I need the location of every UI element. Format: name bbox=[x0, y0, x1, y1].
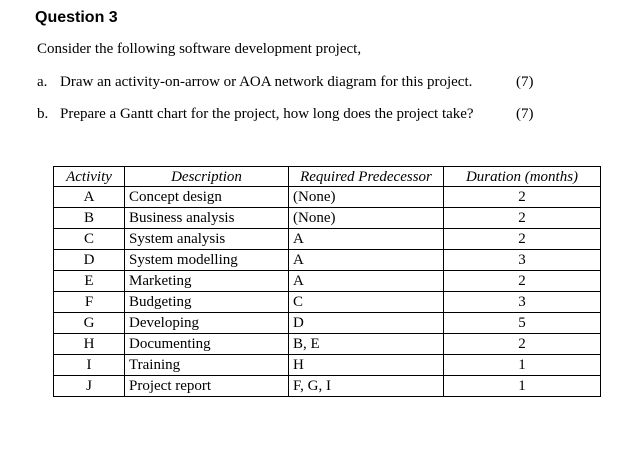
table-row bbox=[54, 208, 601, 229]
cell-activity: E bbox=[54, 271, 125, 292]
cell-activity: D bbox=[54, 250, 125, 271]
cell-predecessor: (None) bbox=[289, 208, 444, 229]
cell-duration: 3 bbox=[444, 250, 601, 271]
cell-description: System modelling bbox=[125, 250, 289, 271]
project-activities-table bbox=[53, 166, 601, 397]
cell-activity: H bbox=[54, 334, 125, 355]
table-row bbox=[54, 313, 601, 334]
header-activity: Activity bbox=[54, 167, 125, 187]
cell-description: Documenting bbox=[125, 334, 289, 355]
question-item-a bbox=[37, 73, 472, 92]
cell-activity: I bbox=[54, 355, 125, 376]
cell-predecessor: A bbox=[289, 229, 444, 250]
table-row bbox=[54, 187, 601, 208]
table-header-row bbox=[54, 167, 601, 187]
table-row bbox=[54, 376, 601, 397]
cell-activity: A bbox=[54, 187, 125, 208]
table-row bbox=[54, 271, 601, 292]
cell-duration: 2 bbox=[444, 187, 601, 208]
cell-predecessor: (None) bbox=[289, 187, 444, 208]
cell-description: Business analysis bbox=[125, 208, 289, 229]
cell-description: Marketing bbox=[125, 271, 289, 292]
cell-predecessor: A bbox=[289, 250, 444, 271]
header-description: Description bbox=[125, 167, 289, 187]
cell-duration: 1 bbox=[444, 376, 601, 397]
cell-activity: B bbox=[54, 208, 125, 229]
cell-predecessor: C bbox=[289, 292, 444, 313]
header-predecessor: Required Predecessor bbox=[289, 167, 444, 187]
question-intro: Consider the following software development project, bbox=[37, 41, 362, 57]
cell-duration: 2 bbox=[444, 334, 601, 355]
cell-description: Concept design bbox=[125, 187, 289, 208]
cell-activity: J bbox=[54, 376, 125, 397]
cell-activity: C bbox=[54, 229, 125, 250]
table-row bbox=[54, 250, 601, 271]
cell-duration: 2 bbox=[444, 271, 601, 292]
table-row bbox=[54, 229, 601, 250]
question-item-a-text: Draw an activity-on-arrow or AOA network diagram for this project. bbox=[60, 74, 473, 90]
cell-description: Budgeting bbox=[125, 292, 289, 313]
cell-description: Training bbox=[125, 355, 289, 376]
cell-predecessor: B, E bbox=[289, 334, 444, 355]
table-row bbox=[54, 334, 601, 355]
table-row bbox=[54, 292, 601, 313]
table-row bbox=[54, 355, 601, 376]
cell-predecessor: H bbox=[289, 355, 444, 376]
cell-activity: G bbox=[54, 313, 125, 334]
cell-predecessor: D bbox=[289, 313, 444, 334]
question-item-b-letter: b. bbox=[37, 106, 49, 122]
cell-duration: 2 bbox=[444, 229, 601, 250]
header-duration: Duration (months) bbox=[444, 167, 601, 187]
cell-description: Developing bbox=[125, 313, 289, 334]
cell-predecessor: F, G, I bbox=[289, 376, 444, 397]
cell-duration: 2 bbox=[444, 208, 601, 229]
question-item-a-letter: a. bbox=[37, 74, 48, 90]
question-title: Question 3 bbox=[35, 9, 118, 26]
cell-activity: F bbox=[54, 292, 125, 313]
cell-duration: 5 bbox=[444, 313, 601, 334]
cell-duration: 3 bbox=[444, 292, 601, 313]
cell-description: Project report bbox=[125, 376, 289, 397]
question-item-a-marks: (7) bbox=[516, 74, 534, 90]
cell-duration: 1 bbox=[444, 355, 601, 376]
question-item-b-marks: (7) bbox=[516, 106, 534, 122]
cell-description: System analysis bbox=[125, 229, 289, 250]
question-item-b bbox=[37, 105, 474, 124]
question-item-b-text: Prepare a Gantt chart for the project, how long does the project take? bbox=[60, 106, 474, 122]
cell-predecessor: A bbox=[289, 271, 444, 292]
